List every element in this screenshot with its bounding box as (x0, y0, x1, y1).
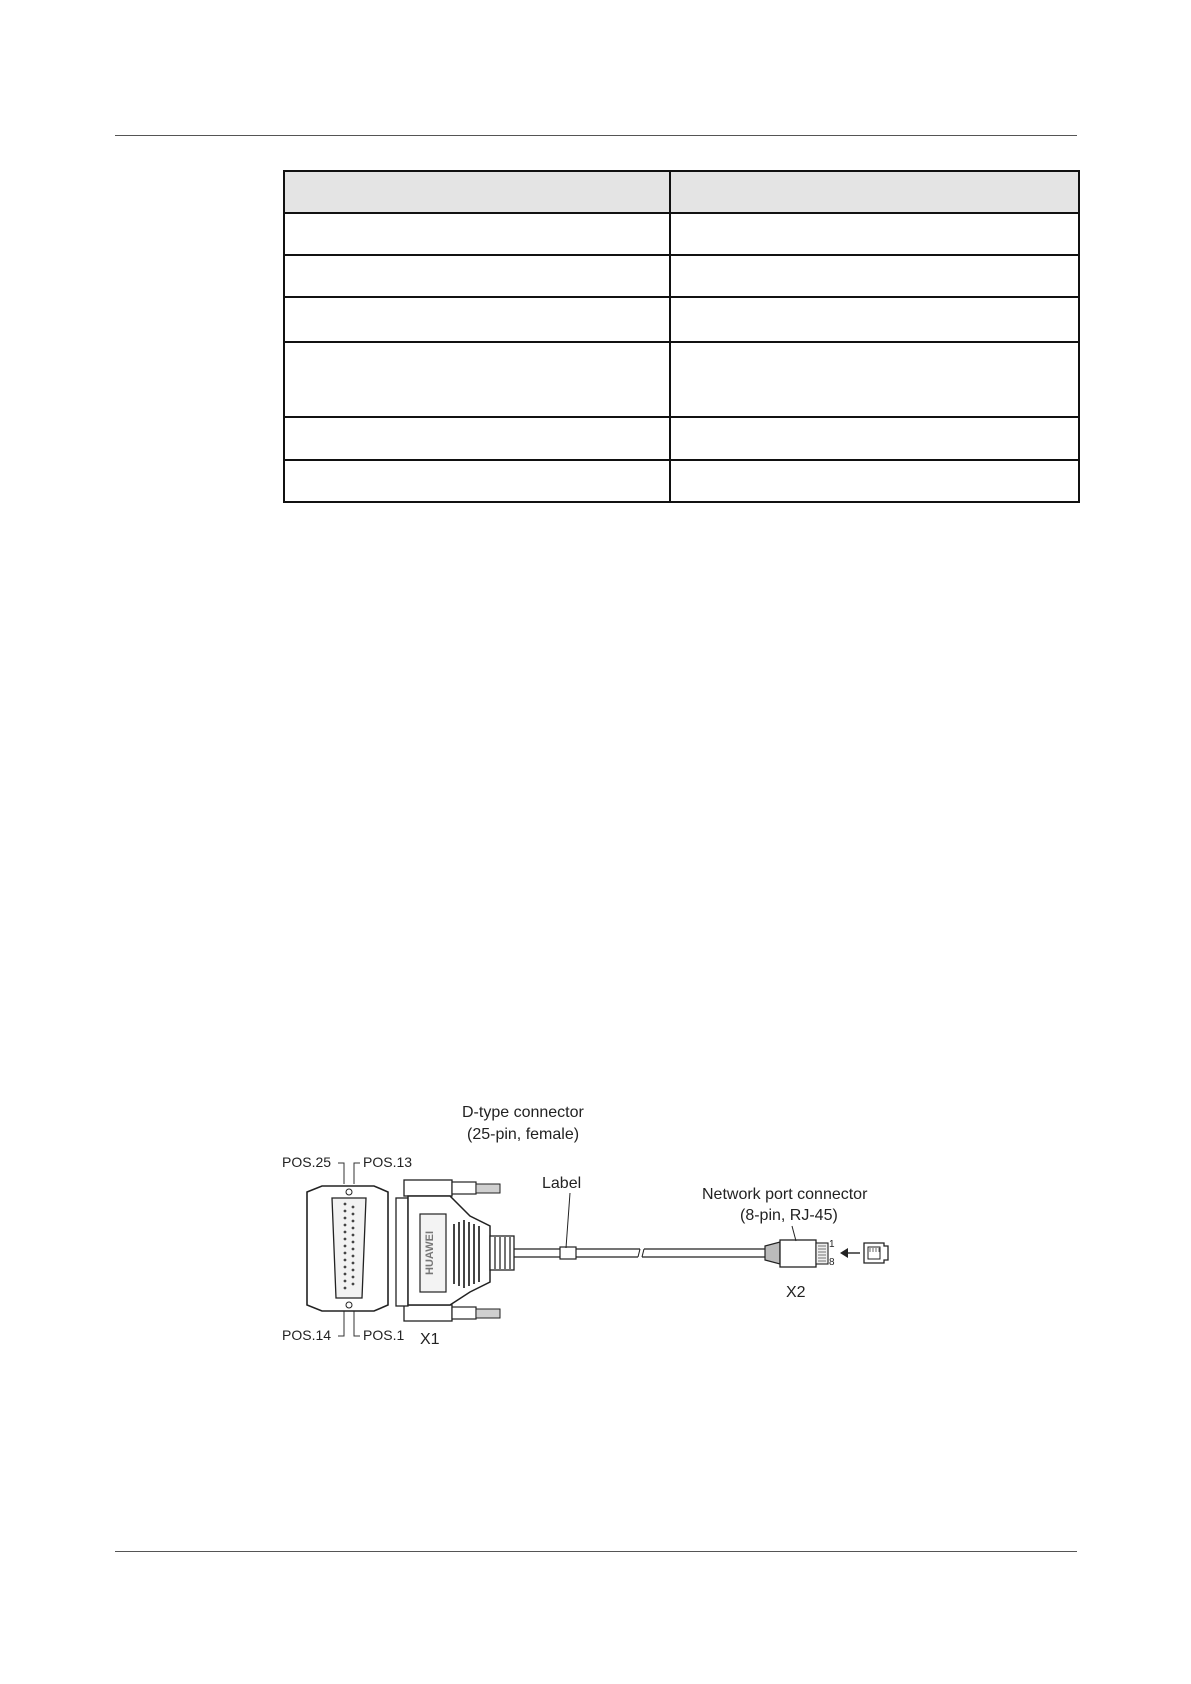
table-header-cell (670, 171, 1079, 213)
label-callout: Label (542, 1175, 582, 1192)
table-row (284, 460, 1079, 502)
table-cell (670, 460, 1079, 502)
table-cell (284, 255, 670, 297)
table-row (284, 213, 1079, 255)
cable (514, 1247, 765, 1259)
pin-8-label: 8 (829, 1257, 835, 1268)
d-connector-subtitle: (25-pin, female) (467, 1126, 580, 1143)
brand-logo: HUAWEI (424, 1231, 436, 1275)
network-connector-subtitle: (8-pin, RJ-45) (740, 1207, 838, 1224)
table-cell (670, 213, 1079, 255)
cable-figure (270, 1100, 970, 1360)
label-leader-line (566, 1193, 570, 1248)
rj45-connector (765, 1240, 828, 1267)
table-cell (670, 255, 1079, 297)
pos25-label: POS.25 (282, 1154, 332, 1170)
pos1-label: POS.1 (363, 1327, 405, 1343)
dsub-front-view (307, 1186, 388, 1311)
table-header-row (284, 171, 1079, 213)
table-cell (670, 342, 1079, 417)
table-cell (284, 417, 670, 460)
cable-label-tag (560, 1247, 576, 1259)
table-cell (284, 342, 670, 417)
table-row (284, 297, 1079, 342)
pos13-label: POS.13 (363, 1154, 413, 1170)
x1-label: X1 (420, 1331, 440, 1348)
network-connector-title: Network port connector (702, 1186, 868, 1203)
d-connector-title: D-type connector (462, 1104, 584, 1121)
table-cell (670, 417, 1079, 460)
arrow-icon (840, 1248, 860, 1258)
footer-rule (115, 1551, 1077, 1552)
dsub-side-view (396, 1180, 514, 1321)
table-row (284, 417, 1079, 460)
table-row (284, 255, 1079, 297)
table-header-cell (284, 171, 670, 213)
table-row (284, 342, 1079, 417)
rj45-front-view (864, 1243, 888, 1263)
network-leader-line (792, 1226, 796, 1241)
table-cell (670, 297, 1079, 342)
pos14-label: POS.14 (282, 1327, 332, 1343)
spec-table (283, 170, 1080, 503)
x2-label: X2 (786, 1284, 806, 1301)
table-cell (284, 213, 670, 255)
table-cell (284, 460, 670, 502)
header-rule (115, 135, 1077, 136)
table-cell (284, 297, 670, 342)
pin-1-label: 1 (829, 1239, 835, 1250)
